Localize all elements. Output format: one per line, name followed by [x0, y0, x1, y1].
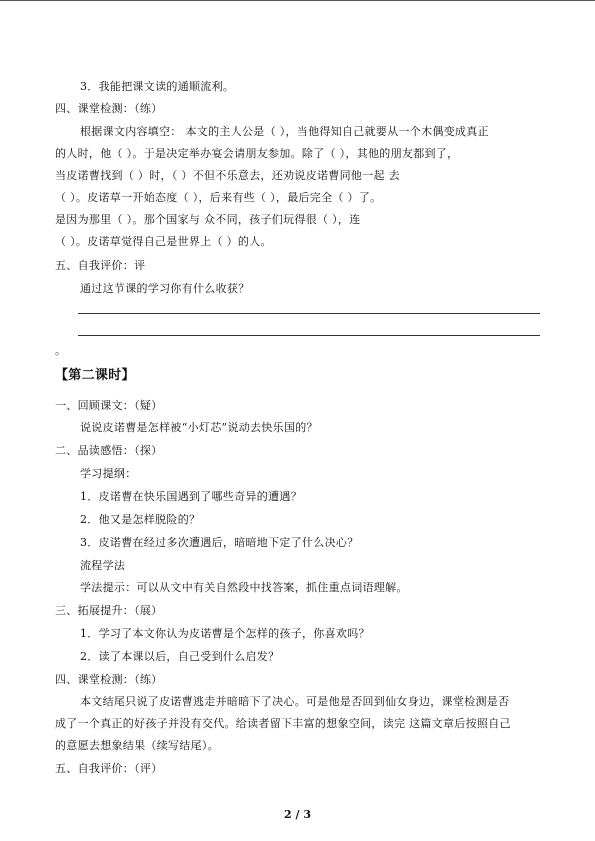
answer-line-1 [78, 313, 540, 314]
text-line: 学法提示：可以从文中有关自然段中找答案，抓住重点词语理解。 [80, 581, 408, 594]
text-line: 当皮诺曹找到（ ）时，（ ）不但不乐意去，还劝说皮诺曹同他一起 去 [55, 169, 400, 182]
text-line: 三、拓展提升：（展） [55, 604, 163, 617]
text-line: 学习提纲： [80, 467, 137, 480]
text-line: 说说皮诺曹是怎样被“小灯芯”说动去快乐国的？ [80, 421, 318, 434]
text-line: 二、品读感悟：（探） [55, 444, 163, 457]
text-line: 通过这节课的学习你有什么收获？ [80, 282, 250, 295]
page-top-border [0, 0, 595, 1]
text-line: 2．读了本课以后，自己受到什么启发？ [80, 650, 280, 663]
text-line: 1．学习了本文你认为皮诺曹是个怎样的孩子，你喜欢吗？ [80, 627, 370, 640]
text-line: （ ）。皮诺草一开始态度（ ），后来有些（ ），最后完全（ ）了。 [55, 191, 382, 204]
text-line: 五、自我评价：（评） [55, 762, 163, 775]
text-line: 3．我能把课文读的通顺流利。 [80, 80, 235, 93]
text-line: （ ）。皮诺草觉得自己是世界上（ ）的人。 [55, 235, 272, 248]
text-line: 四、课堂检测：（练） [55, 673, 163, 686]
text-line: 1．皮诺曹在快乐国遇到了哪些奇异的遭遇？ [80, 490, 302, 503]
page-number: 2 / 3 [284, 808, 311, 821]
text-line: 的意愿去想象结果（续写结尾）。 [55, 739, 219, 752]
text-line: 2．他又是怎样脱险的？ [80, 513, 201, 526]
text-line: 本文结尾只说了皮诺曹逃走并暗暗下了决心。可是他是否回到仙女身边，课堂检测是否 [80, 695, 510, 708]
text-line: 是因为那里（ ）。那个国家与 众不同，孩子们玩得很（ ），连 [55, 213, 361, 226]
text-line: 。 [55, 344, 67, 357]
text-line: 根据课文内容填空： 本文的主人公是（ ），当他得知自己就要从一个木偶变成真正 [80, 125, 489, 138]
answer-line-2 [78, 335, 540, 336]
text-line: 成了一个真正的好孩子并没有交代。给读者留下丰富的想象空间，读完 这篇文章后按照自己 [55, 717, 511, 730]
text-line: 的人时，他（ ）。于是决定举办宴会请朋友参加。除了（ ），其他的朋友都到了， [55, 147, 459, 160]
text-line: 流程学法 [80, 559, 126, 572]
text-line: 一、回顾课文：（疑） [55, 399, 163, 412]
text-line: 五、自我评价：评 [55, 259, 146, 272]
section-heading: 【第二课时】 [55, 368, 135, 383]
text-line: 3．皮诺曹在经过多次遭遇后，暗暗地下定了什么决心？ [80, 536, 359, 549]
text-line: 四、课堂检测：（练） [55, 102, 163, 115]
